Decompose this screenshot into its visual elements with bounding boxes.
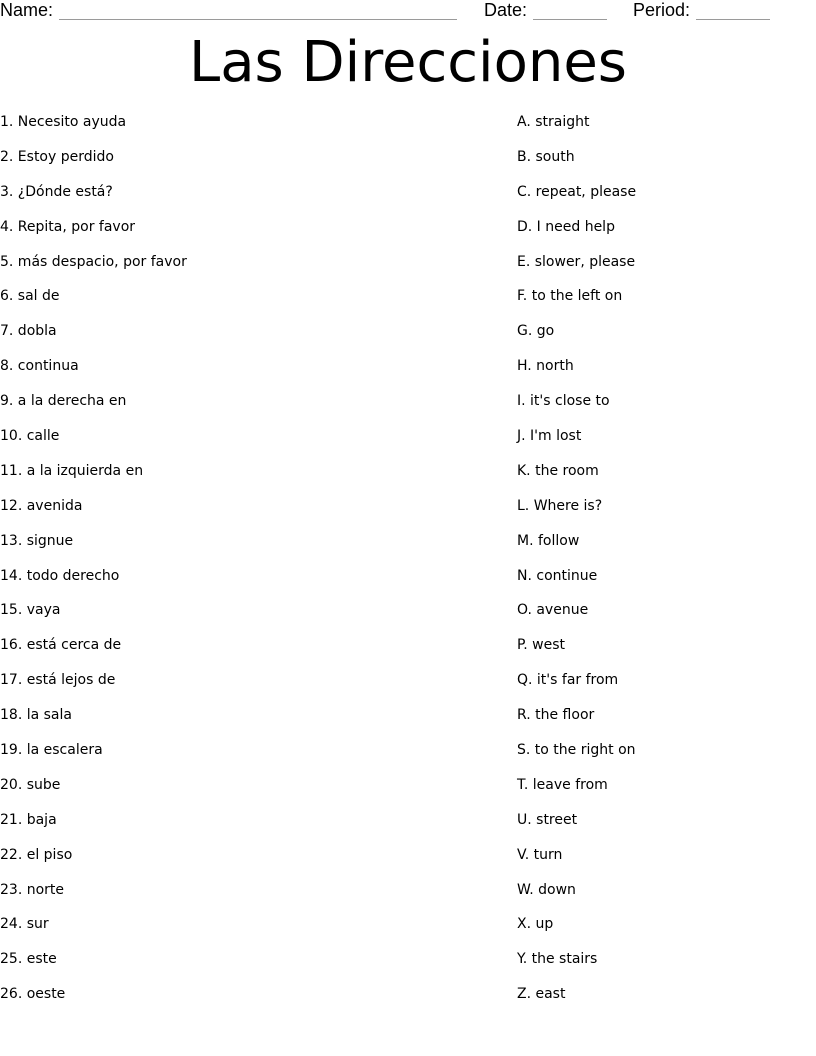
- date-label: Date:: [484, 0, 528, 20]
- answer-item: G. go: [517, 323, 555, 340]
- question-item: 24. sur: [0, 916, 49, 933]
- answer-item: I. it's close to: [517, 393, 610, 410]
- answer-item: R. the floor: [517, 707, 595, 724]
- answer-item: D. I need help: [517, 218, 615, 235]
- english-answers-list: [517, 112, 807, 1019]
- question-item: 19. la escalera: [0, 742, 103, 759]
- question-item: 16. está cerca de: [0, 637, 122, 654]
- answer-item: T. leave from: [517, 776, 608, 793]
- answer-item: U. street: [517, 811, 578, 828]
- question-item: 4. Repita, por favor: [0, 218, 136, 235]
- answer-item: L. Where is?: [517, 497, 603, 514]
- question-item: 20. sube: [0, 776, 61, 793]
- question-item: 8. continua: [0, 358, 79, 375]
- answer-item: E. slower, please: [517, 253, 636, 270]
- question-item: 13. signue: [0, 532, 74, 549]
- date-blank-line[interactable]: [533, 2, 607, 20]
- answer-item: C. repeat, please: [517, 183, 637, 200]
- answer-item: H. north: [517, 358, 574, 375]
- period-blank-line[interactable]: [696, 2, 770, 20]
- answer-item: Y. the stairs: [517, 951, 598, 968]
- question-item: 5. más despacio, por favor: [0, 253, 187, 270]
- answer-item: K. the room: [517, 462, 599, 479]
- name-blank-line[interactable]: [59, 2, 457, 20]
- answer-item: N. continue: [517, 567, 598, 584]
- answer-item: M. follow: [517, 532, 580, 549]
- worksheet-title: Las Direcciones: [189, 30, 627, 95]
- answer-item: J. I'm lost: [517, 428, 582, 445]
- answer-item: X. up: [517, 916, 554, 933]
- question-item: 22. el piso: [0, 846, 73, 863]
- answer-item: Z. east: [517, 986, 566, 1003]
- worksheet-header: [0, 0, 816, 24]
- answer-item: W. down: [517, 881, 576, 898]
- name-field[interactable]: [0, 0, 457, 20]
- spanish-terms-list: [0, 112, 480, 1019]
- question-item: 10. calle: [0, 428, 60, 445]
- question-item: 1. Necesito ayuda: [0, 114, 127, 130]
- answer-item: O. avenue: [517, 602, 589, 619]
- question-item: 15. vaya: [0, 602, 61, 619]
- period-field[interactable]: [633, 0, 770, 20]
- question-item: 12. avenida: [0, 497, 83, 514]
- answer-item: V. turn: [517, 846, 563, 863]
- answer-item: B. south: [517, 148, 575, 165]
- question-item: 23. norte: [0, 881, 65, 898]
- question-item: 21. baja: [0, 811, 57, 828]
- question-item: 11. a la izquierda en: [0, 462, 144, 479]
- question-item: 9. a la derecha en: [0, 393, 127, 410]
- answer-item: P. west: [517, 637, 566, 654]
- name-label: Name:: [0, 0, 54, 20]
- period-label: Period:: [633, 0, 691, 20]
- question-item: 14. todo derecho: [0, 567, 120, 584]
- question-item: 2. Estoy perdido: [0, 148, 114, 165]
- question-item: 25. este: [0, 951, 57, 968]
- question-item: 7. dobla: [0, 323, 57, 340]
- question-item: 3. ¿Dónde está?: [0, 183, 113, 200]
- answer-item: A. straight: [517, 114, 590, 130]
- question-item: 26. oeste: [0, 986, 66, 1003]
- answer-item: Q. it's far from: [517, 672, 619, 689]
- question-item: 18. la sala: [0, 707, 72, 724]
- answer-item: F. to the left on: [517, 288, 623, 305]
- question-item: 17. está lejos de: [0, 672, 116, 689]
- date-field[interactable]: [484, 0, 607, 20]
- answer-item: S. to the right on: [517, 742, 636, 759]
- question-item: 6. sal de: [0, 288, 60, 305]
